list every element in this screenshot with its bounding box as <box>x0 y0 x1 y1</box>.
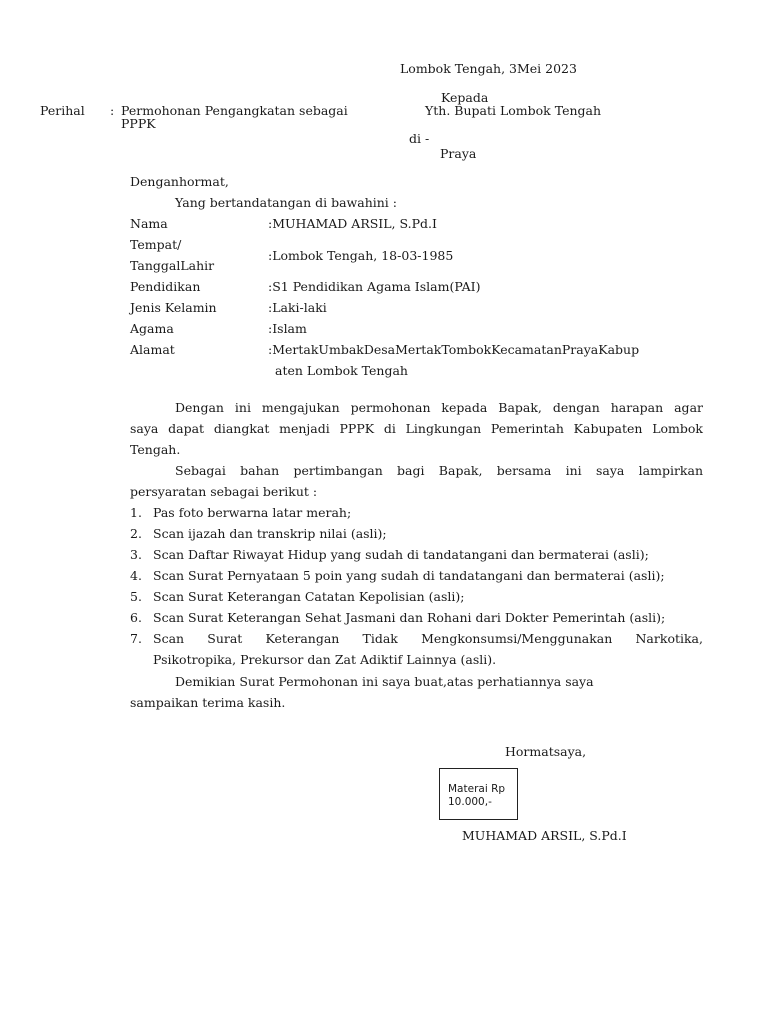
paragraph-2-line-1: Sebagai bahan pertimbangan bagi Bapak, bersama ini saya lampirkan <box>175 463 703 478</box>
list-item-number: 4. <box>130 568 142 583</box>
place-date: Lombok Tengah, 3Mei 2023 <box>400 61 577 76</box>
pendidikan-value: :S1 Pendidikan Agama Islam(PAI) <box>268 279 481 294</box>
paragraph-1-line-1: Dengan ini mengajukan permohonan kepada Bapak, dengan harapan agar <box>175 400 703 415</box>
list-item: Scan Surat Keterangan Sehat Jasmani dan Rohani dari Dokter Pemerintah (asli); <box>153 610 666 625</box>
pendidikan-label: Pendidikan <box>130 279 201 294</box>
closing-line-1: Demikian Surat Permohonan ini saya buat,atas perhatiannya saya <box>175 674 594 689</box>
perihal-line-1: Permohonan Pengangkatan sebagai <box>121 103 348 118</box>
closing-line-2: sampaikan terima kasih. <box>130 695 286 710</box>
perihal-label: Perihal <box>40 103 85 118</box>
stamp-line-2: 10.000,- <box>448 796 492 808</box>
perihal-colon: : <box>110 103 115 118</box>
jenis-kelamin-label: Jenis Kelamin <box>130 300 217 315</box>
di-label: di - <box>409 131 430 146</box>
list-item: Pas foto berwarna latar merah; <box>153 505 352 520</box>
jenis-kelamin-value: :Laki-laki <box>268 300 327 315</box>
list-item-number: 3. <box>130 547 142 562</box>
ttl-value: :Lombok Tengah, 18-03-1985 <box>268 248 454 263</box>
list-item: Scan ijazah dan transkrip nilai (asli); <box>153 526 387 541</box>
list-item: Scan Daftar Riwayat Hidup yang sudah di tandatangani dan bermaterai (asli); <box>153 547 649 562</box>
list-item-continuation: Psikotropika, Prekursor dan Zat Adiktif Lainnya (asli). <box>153 652 497 667</box>
list-item: Scan Surat Keterangan Tidak Mengkonsumsi/Menggunakan Narkotika, <box>153 631 703 646</box>
nama-value: :MUHAMAD ARSIL, S.Pd.I <box>268 216 437 231</box>
list-item-number: 5. <box>130 589 142 604</box>
list-item-number: 6. <box>130 610 142 625</box>
list-item-number: 7. <box>130 631 142 646</box>
kepada-label: Kepada <box>441 90 489 105</box>
list-item-number: 2. <box>130 526 142 541</box>
paragraph-2-line-2: persyaratan sebagai berikut : <box>130 484 318 499</box>
list-item: Scan Surat Keterangan Catatan Kepolisian (asli); <box>153 589 465 604</box>
ttl-label-2: TanggalLahir <box>130 258 215 273</box>
agama-label: Agama <box>130 321 174 336</box>
list-item: Scan Surat Pernyataan 5 poin yang sudah di tandatangani dan bermaterai (asli); <box>153 568 665 583</box>
paragraph-1-line-2: saya dapat diangkat menjadi PPPK di Lingkungan Pemerintah Kabupaten Lombok <box>130 421 703 436</box>
stamp-line-1: Materai Rp <box>448 783 506 795</box>
recipient: Yth. Bupati Lombok Tengah <box>425 103 602 118</box>
recipient-city: Praya <box>440 146 477 161</box>
alamat-value-2: aten Lombok Tengah <box>275 363 408 378</box>
list-item-number: 1. <box>130 505 142 520</box>
stamp-box <box>439 768 518 820</box>
paragraph-1-line-3: Tengah. <box>130 442 181 457</box>
intro-line: Yang bertandatangan di bawahini : <box>175 195 397 210</box>
greeting: Denganhormat, <box>130 174 229 189</box>
alamat-label: Alamat <box>130 342 175 357</box>
signatory-name: MUHAMAD ARSIL, S.Pd.I <box>462 828 627 843</box>
alamat-value-1: :MertakUmbakDesaMertakTombokKecamatanPrayaKabup <box>268 342 640 357</box>
perihal-line-2: PPPK <box>121 116 156 131</box>
nama-label: Nama <box>130 216 168 231</box>
regards: Hormatsaya, <box>505 744 587 759</box>
agama-value: :Islam <box>268 321 307 336</box>
ttl-label-1: Tempat/ <box>130 237 182 252</box>
